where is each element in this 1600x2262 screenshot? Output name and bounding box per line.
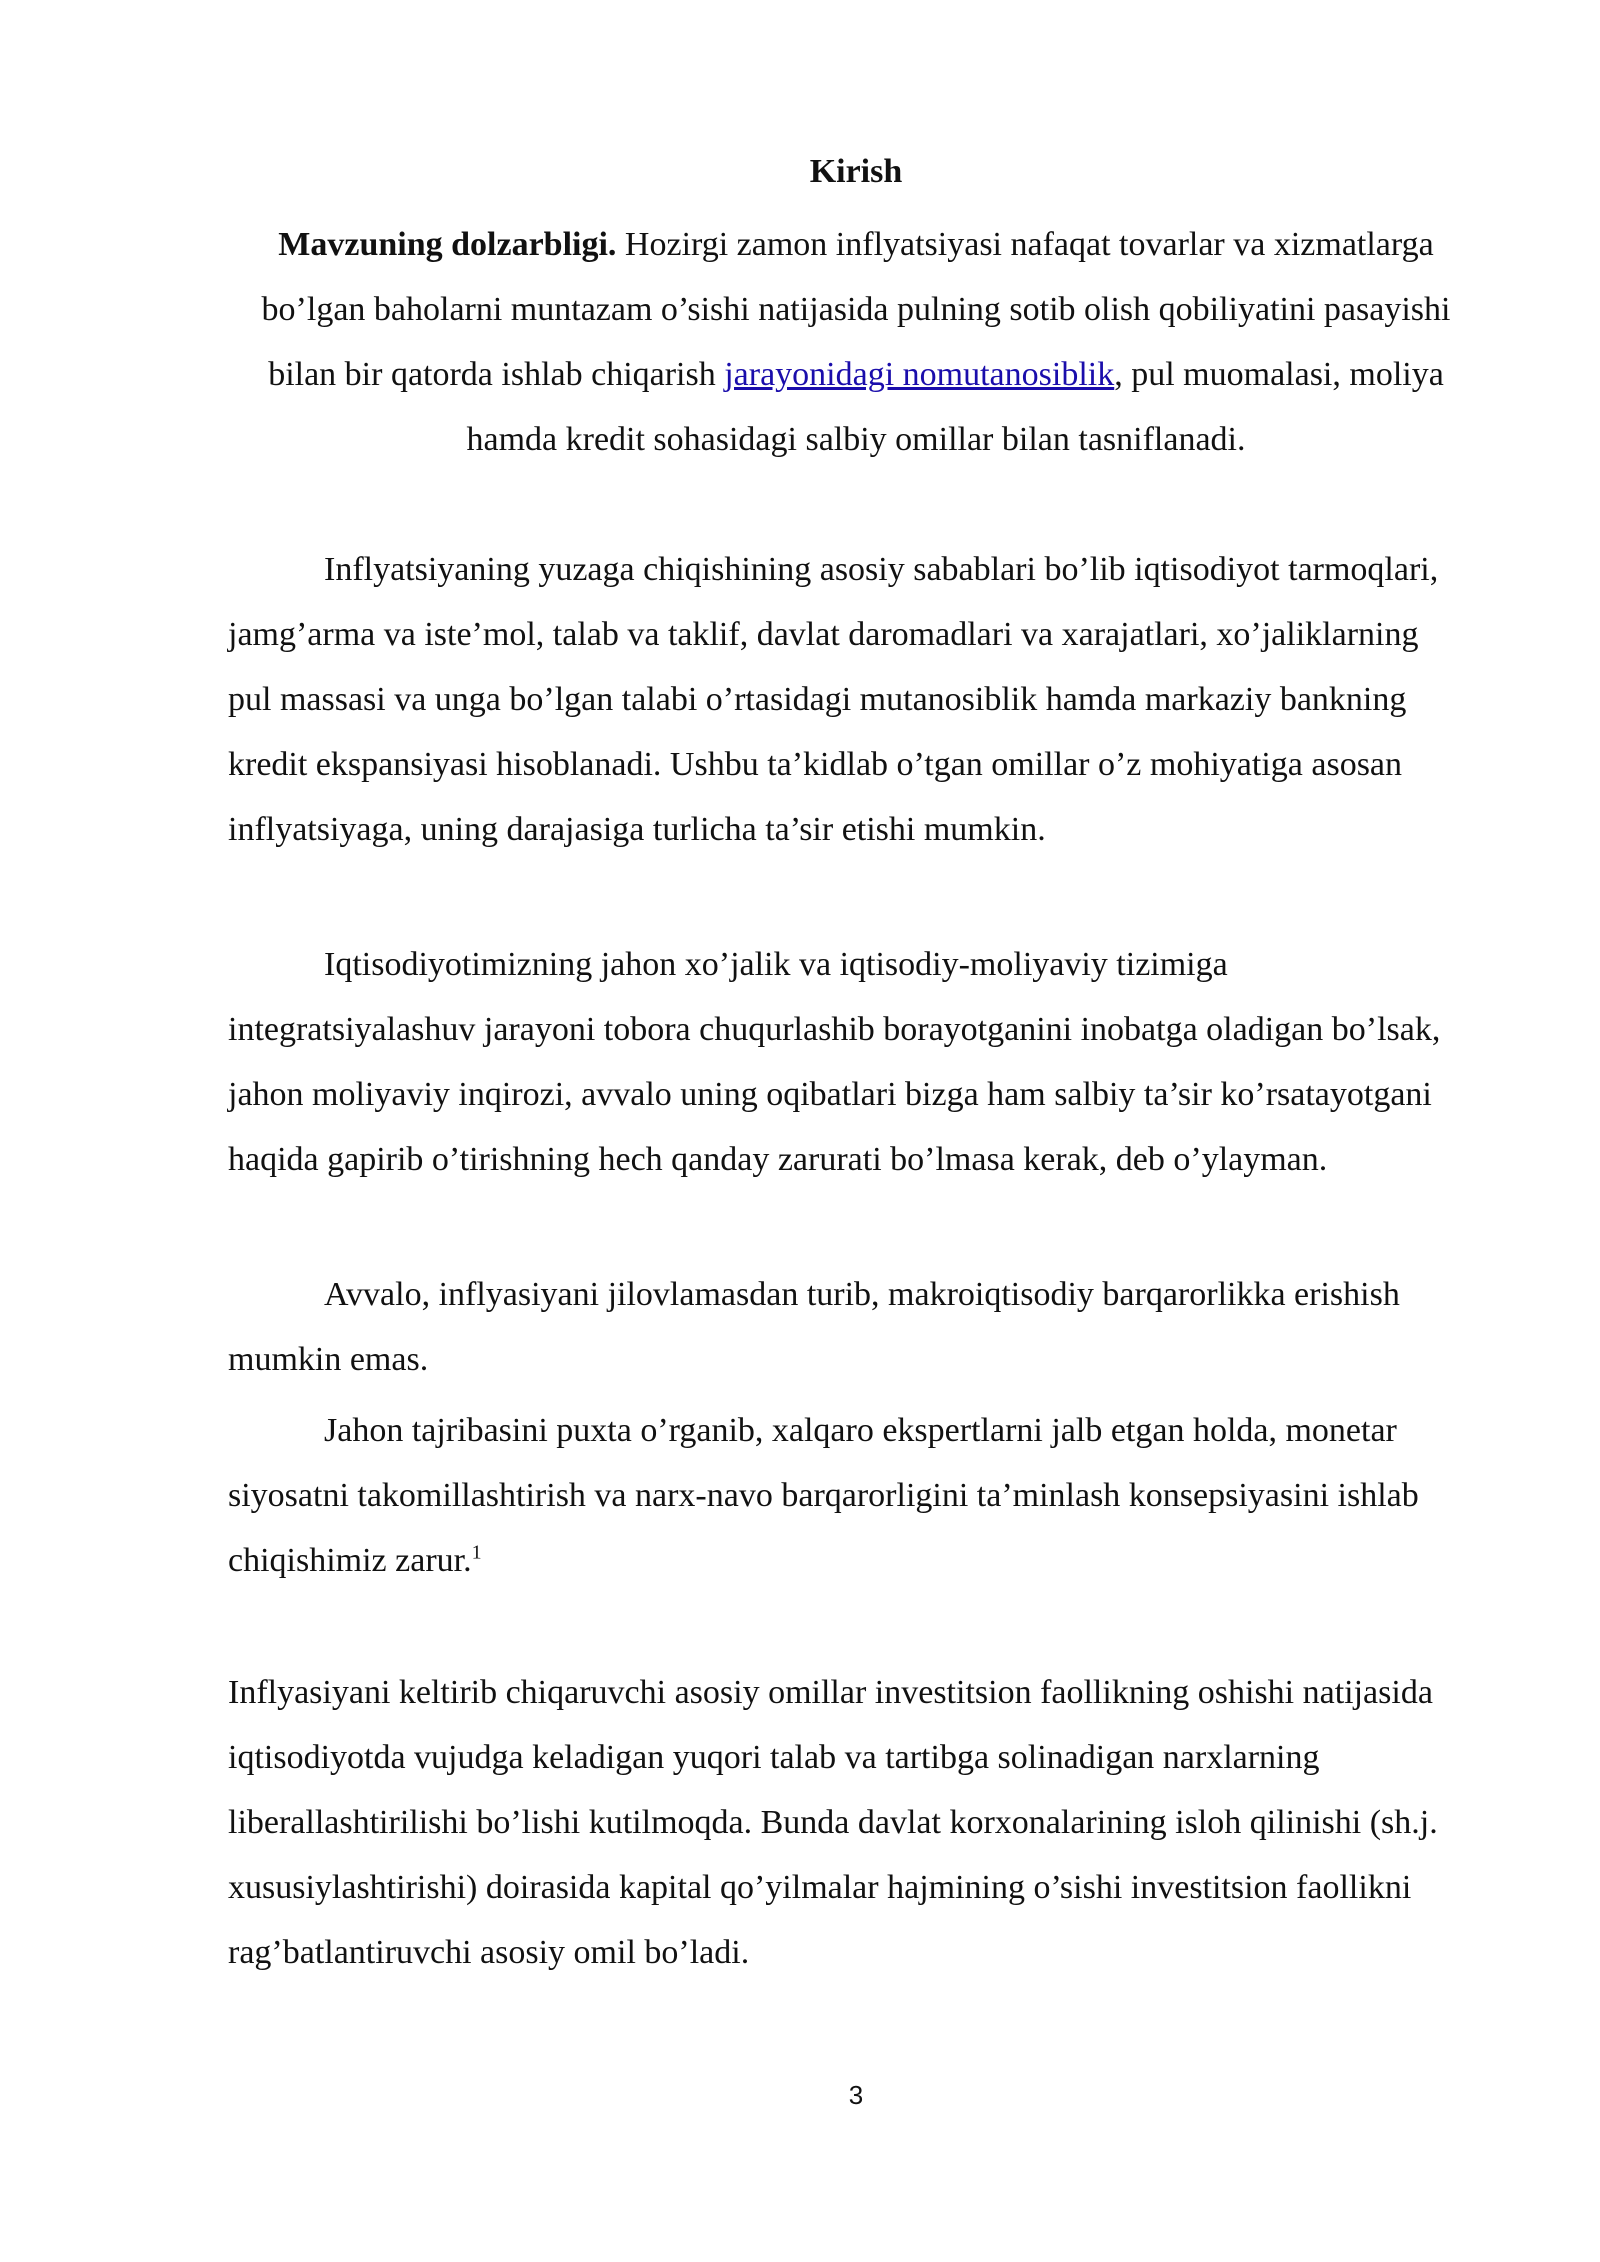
intro-bold-lead: Mavzuning dolzarbligi. (278, 226, 617, 263)
intro-text-before-link: Hozirgi zamon inflyatsiyasi nafaqat tovarlar va xizmatlarga bo’lgan baholarni muntazam o’sishi natijasida pulning sotib olish qobiliyatini pasayishi bilan bir qatorda ishlab chiqarish (261, 226, 1451, 393)
paragraph-monetary-policy-text: Jahon tajribasini puxta o’rganib, xalqaro ekspertlarni jalb etgan holda, monetar siyosatni takomillashtirish va narx-navo barqarorligini ta’minlash konsepsiyasini ishlab chiqishimiz zarur. (228, 1412, 1419, 1579)
paragraph-integration: Iqtisodiyotimizning jahon xo’jalik va iqtisodiy-moliyaviy tizimiga integratsiyalashuv jarayoni tobora chuqurlashib borayotganini inobatga oladigan bo’lsak, jahon moliyaviy inqirozi, avvalo uning oqibatlari bizga ham salbiy ta’sir ko’rsatayotgani haqida gapirib o’tirishning hech qanday zarurati bo’lmasa kerak, deb o’ylayman. (228, 946, 1441, 1178)
intro-text-after-link: , pul muomalasi, moliya hamda kredit sohasidagi salbiy omillar bilan tasniflanadi. (466, 356, 1444, 458)
intro-hyperlink[interactable]: jarayonidagi nomutanosiblik (724, 356, 1115, 393)
footnote-marker[interactable]: 1 (471, 1541, 482, 1564)
section-heading: Kirish (809, 153, 903, 190)
paragraph-investment: Inflyasiyani keltirib chiqaruvchi asosiy omillar investitsion faollikning oshishi natijasida iqtisodiyotda vujudga keladigan yuqori talab va tartibga solinadigan narxlarning liberallashtirilishi bo’lishi kutilmoqda. Bunda davlat korxonalarining isloh qilinishi (sh.j. xususiylashtirishi) doirasida kapital qo’yilmalar hajmining o’sishi investitsion faollikni rag’batlantiruvchi asosiy omil bo’ladi. (228, 1674, 1438, 1971)
paragraph-causes: Inflyatsiyaning yuzaga chiqishining asosiy sabablari bo’lib iqtisodiyot tarmoqlari, jamg’arma va iste’mol, talab va taklif, davlat daromadlari va xarajatlari, xo’jaliklarning pul massasi va unga bo’lgan talabi o’rtasidagi mutanosiblik hamda markaziy bankning kredit ekspansiyasi hisoblanadi. Ushbu ta’kidlab o’tgan omillar o’z mohiyatiga asosan inflyatsiyaga, uning darajasiga turlicha ta’sir etishi mumkin. (228, 551, 1439, 848)
paragraph-monetary-policy (228, 1398, 1460, 1593)
intro-paragraph (250, 212, 1462, 472)
page-number: 3 (848, 2080, 864, 2110)
paragraph-stability: Avvalo, inflyasiyani jilovlamasdan turib, makroiqtisodiy barqarorlikka erishish mumkin emas. (228, 1276, 1400, 1378)
